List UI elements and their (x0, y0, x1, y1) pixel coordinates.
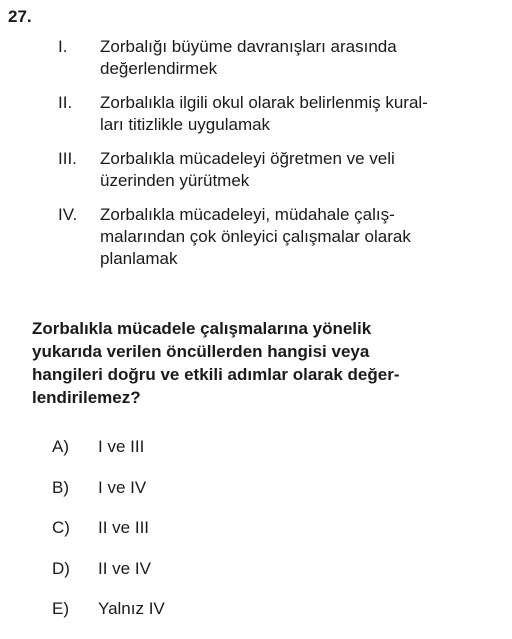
option-letter: B) (52, 477, 69, 497)
option-text: II ve III (98, 518, 150, 537)
option-letter: D) (52, 558, 70, 578)
option-e[interactable] (52, 598, 452, 620)
stem-line: lendirilemez? (32, 388, 141, 407)
premise-2 (58, 92, 498, 136)
premise-line: Zorbalıkla mücadeleyi öğretmen ve veli (100, 149, 395, 168)
premise-text (100, 148, 498, 192)
premise-numeral: III. (58, 149, 77, 168)
premise-line: Zorbalıkla mücadeleyi, müdahale çalış- (100, 205, 395, 224)
option-text: II ve IV (98, 558, 151, 578)
option-text: Yalnız IV (98, 599, 165, 618)
premise-line: Zorbalıkla ilgili okul olarak belirlenmiş kural- (100, 93, 428, 112)
option-d[interactable] (52, 558, 452, 580)
premise-line: malarından çok önleyici çalışmalar olarak (100, 227, 411, 246)
premise-numeral: II. (58, 93, 73, 112)
question-stem (32, 317, 502, 409)
stem-line: Zorbalıkla mücadele çalışmalarına yönelik (32, 319, 372, 338)
option-a[interactable] (52, 436, 452, 458)
premise-line: değerlendirmek (100, 59, 218, 78)
premise-line: üzerinden yürütmek (100, 171, 250, 190)
premise-text (100, 92, 498, 136)
premise-list (58, 36, 498, 282)
stem-line: hangileri doğru ve etkili adımlar olarak değer- (32, 365, 400, 384)
premise-numeral: IV. (58, 205, 78, 224)
option-text: I ve IV (98, 477, 147, 497)
option-b[interactable] (52, 477, 452, 499)
question-number: 27. (8, 7, 32, 26)
option-text: I ve III (98, 437, 145, 456)
premise-text (100, 204, 498, 270)
option-c[interactable] (52, 517, 452, 539)
premise-1 (58, 36, 498, 80)
option-letter: E) (52, 599, 69, 618)
premise-4 (58, 204, 498, 270)
premise-numeral: I. (58, 37, 68, 56)
premise-line: Zorbalığı büyüme davranışları arasında (100, 37, 397, 56)
premise-line: planlamak (100, 249, 178, 268)
answer-options (52, 436, 452, 639)
option-letter: A) (52, 437, 69, 456)
premise-line: ları titizlikle uygulamak (100, 115, 271, 134)
premise-text (100, 36, 498, 80)
premise-3 (58, 148, 498, 192)
option-letter: C) (52, 518, 70, 537)
stem-line: yukarıda verilen öncüllerden hangisi veya (32, 342, 370, 361)
